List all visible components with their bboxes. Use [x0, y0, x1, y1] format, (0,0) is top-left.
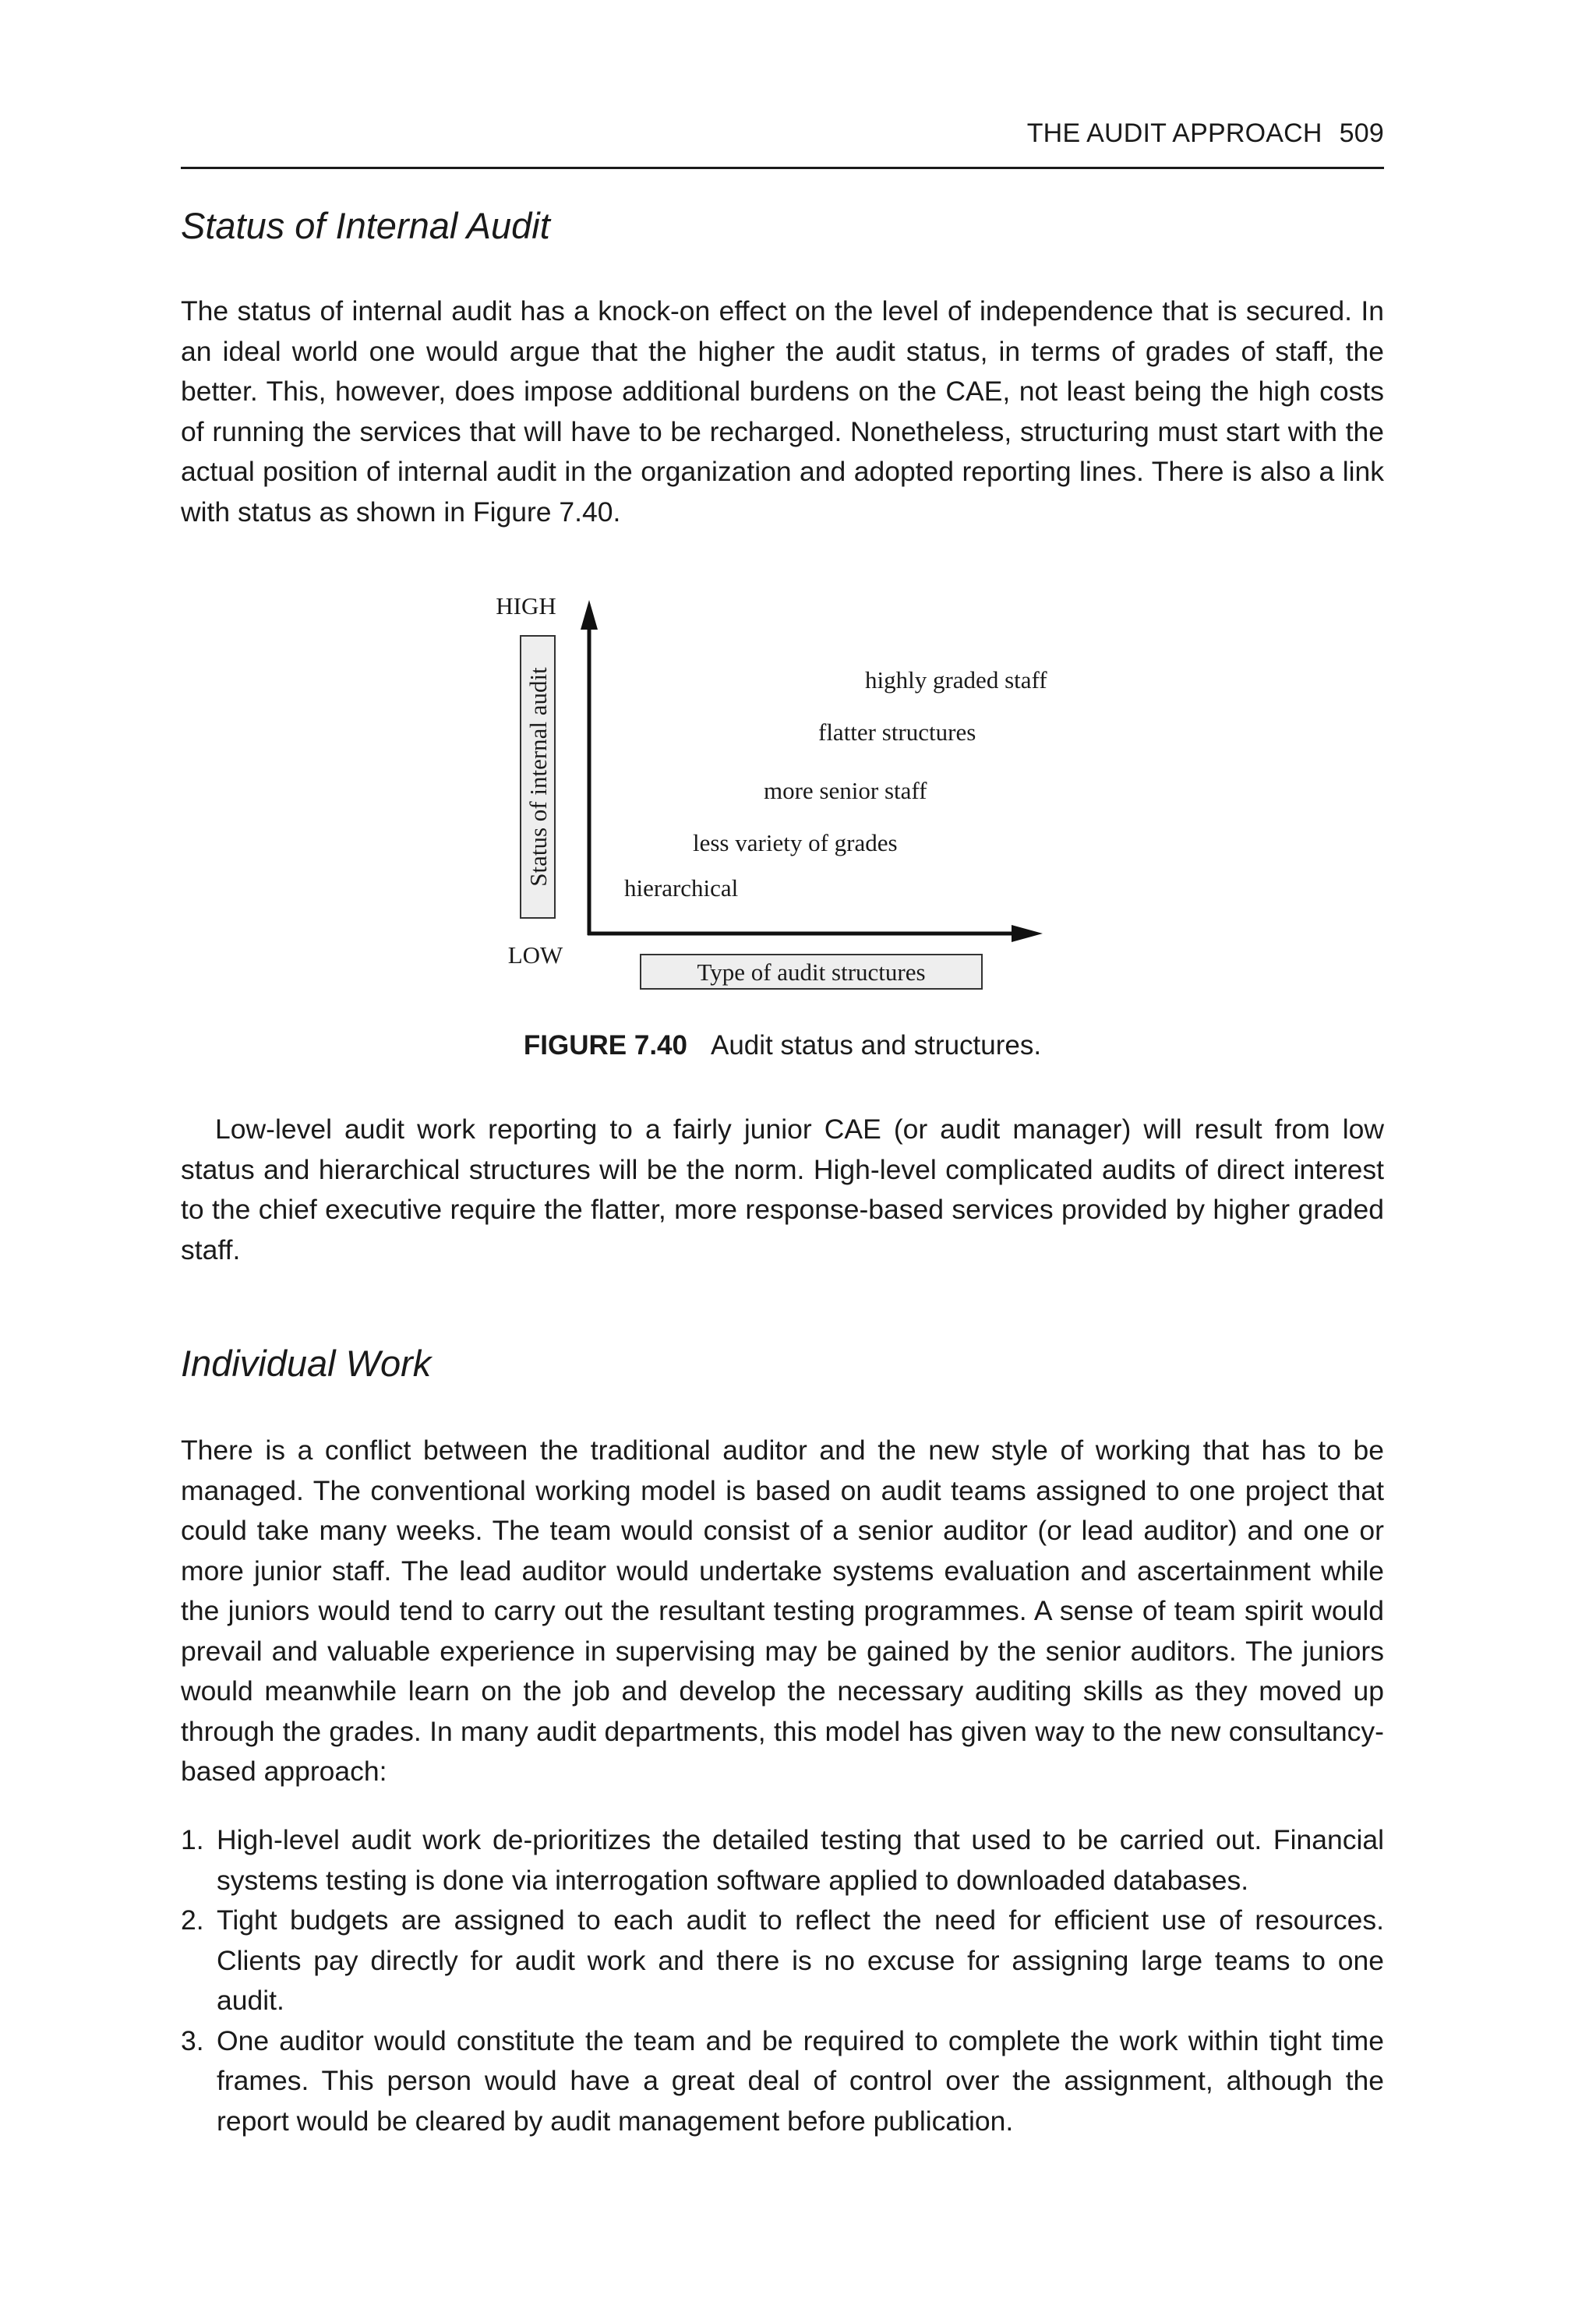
axis-high-label: HIGH — [496, 592, 556, 619]
item-more-senior-staff: more senior staff — [764, 777, 927, 804]
header-rule — [181, 167, 1384, 169]
item-less-variety-of-grades: less variety of grades — [693, 829, 898, 856]
figure-caption-text: Audit status and structures. — [710, 1030, 1042, 1061]
list-item-text: High-level audit work de-prioritizes the detailed testing that used to be carried out. Financial systems testing is done via interrogation software applied to downloaded databases. — [217, 1824, 1384, 1896]
axis-low-label: LOW — [507, 941, 563, 969]
item-flatter-structures: flatter structures — [818, 718, 976, 746]
x-axis-label: Type of audit structures — [697, 958, 926, 986]
paragraph-status-followup: Low-level audit work reporting to a fairly junior CAE (or audit manager) will result from low status and hierarchical structures will be the norm. High-level complicated audits of direct interest to the chief executive require the flatter, more response-based services provided by higher graded staff. — [181, 1114, 1384, 1265]
list-item-number: 1. — [181, 1824, 204, 1855]
paragraph-status-intro: The status of internal audit has a knock-on effect on the level of independence that is secured. In an ideal world one would argue that the higher the audit status, in terms of grades of staff, the better. This, however, does impose additional burdens on the CAE, not least being the high costs of running the services that will have to be recharged. Nonetheless, structuring must start with the actual position of internal audit in the organization and adopted reporting lines. There is also a link with status as shown in Figure 7.40. — [181, 295, 1384, 528]
y-axis-label: Status of internal audit — [524, 667, 552, 887]
x-axis-arrowhead — [1012, 925, 1043, 942]
list-item-number: 3. — [181, 2024, 204, 2056]
item-hierarchical: hierarchical — [624, 874, 739, 902]
list-item-text: Tight budgets are assigned to each audit to reflect the need for efficient use of resources. Clients pay directly for audit work and there is no excuse for assigning large teams to one audit. — [217, 1904, 1384, 2016]
list-item-text: One auditor would constitute the team and be required to complete the work within tight time frames. This person would have a great deal of control over the assignment, although the report would be cleared by audit management before publication. — [217, 2024, 1384, 2137]
paragraph-individual-work: There is a conflict between the traditional auditor and the new style of working that has to be managed. The conventional working model is based on audit teams assigned to one project that could take many weeks. The team would consist of a senior auditor (or lead auditor) and one or more junior staff. The lead auditor would undertake systems evaluation and ascertainment while the juniors would tend to carry out the resultant testing programmes. A sense of team spirit would prevail and valuable experience in supervising may be gained by the senior auditors. The juniors would meanwhile learn on the job and develop the necessary auditing skills as they moved up through the grades. In many audit departments, this model has given way to the new consultancy-based approach: — [181, 1435, 1384, 1787]
section-heading-status: Status of Internal Audit — [181, 205, 550, 246]
running-head — [1027, 118, 1384, 149]
running-head-title: THE AUDIT APPROACH — [1026, 118, 1322, 148]
item-highly-graded-staff: highly graded staff — [865, 666, 1047, 694]
y-axis-arrowhead — [581, 600, 598, 630]
page-number: 509 — [1339, 118, 1384, 148]
list-item — [181, 1901, 1384, 2021]
section-heading-individual-work: Individual Work — [181, 1343, 432, 1384]
figure-caption-label: FIGURE 7.40 — [523, 1030, 687, 1061]
list-item — [181, 1820, 1384, 1901]
list-item — [181, 2021, 1384, 2142]
list-item-number: 2. — [181, 1904, 204, 1936]
figure-7-40 — [181, 577, 1384, 1060]
status-structure-diagram — [181, 577, 1384, 1029]
consultancy-approach-list — [181, 1820, 1384, 2141]
figure-caption — [181, 1030, 1384, 1061]
